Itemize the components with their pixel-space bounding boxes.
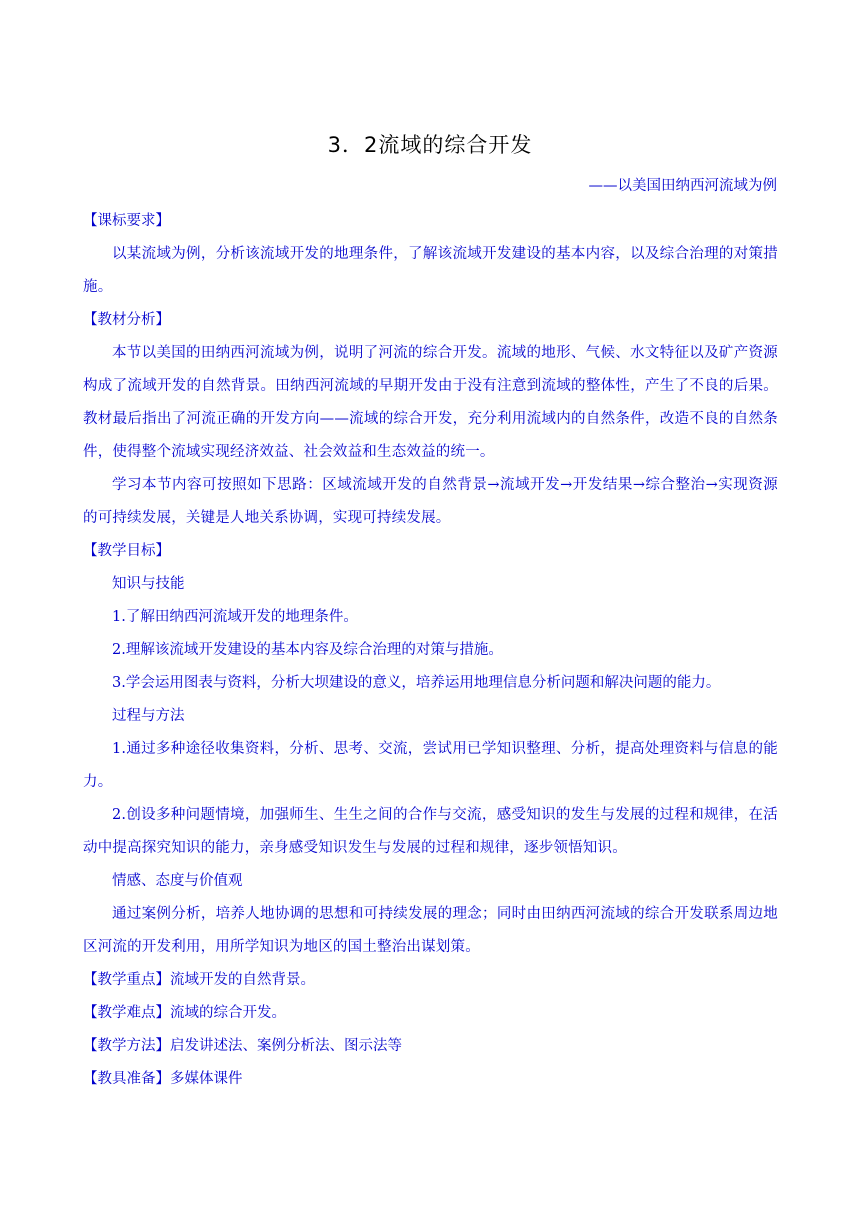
method-heading: 【教学方法】 <box>83 1038 170 1054</box>
analysis-heading: 【教材分析】 <box>83 312 170 328</box>
process-item-2: 2.创设多种问题情境，加强师生、生生之间的合作与交流，感受知识的发生与发展的过程和规律，在活动中提高探究知识的能力，亲身感受知识发生与发展的过程和规律，逐步领悟知识。 <box>83 807 778 856</box>
keypoint-text: 流域开发的自然背景。 <box>170 972 315 988</box>
page-title: 3．2流域的综合开发 <box>327 133 533 157</box>
difficulty-text: 流域的综合开发。 <box>170 1005 286 1021</box>
tools-heading: 【教具准备】 <box>83 1071 170 1087</box>
standard-text: 以某流域为例，分析该流域开发的地理条件，了解该流域开发建设的基本内容，以及综合治理的对策措施。 <box>83 246 778 295</box>
method-line <box>83 1030 778 1063</box>
difficulty-heading: 【教学难点】 <box>83 1005 170 1021</box>
page-subtitle: ——以美国田纳西河流域为例 <box>588 178 777 194</box>
knowledge-item-3: 3.学会运用图表与资料，分析大坝建设的意义，培养运用地理信息分析问题和解决问题的能力。 <box>112 675 721 691</box>
keypoint-line <box>83 964 778 997</box>
document-body <box>83 205 778 1096</box>
analysis-paragraph-2: 学习本节内容可按照如下思路：区域流域开发的自然背景→流域开发→开发结果→综合整治→实现资源的可持续发展，关键是人地关系协调，实现可持续发展。 <box>83 477 778 526</box>
process-heading: 过程与方法 <box>112 708 185 724</box>
emotion-heading: 情感、态度与价值观 <box>112 873 243 889</box>
goals-heading: 【教学目标】 <box>83 543 170 559</box>
process-item-1: 1.通过多种途径收集资料，分析、思考、交流，尝试用已学知识整理、分析，提高处理资料与信息的能力。 <box>83 741 778 790</box>
analysis-paragraph-1: 本节以美国的田纳西河流域为例，说明了河流的综合开发。流域的地形、气候、水文特征以及矿产资源构成了流域开发的自然背景。田纳西河流域的早期开发由于没有注意到流域的整体性，产生了不良的后果。教材最后指出了河流正确的开发方向——流域的综合开发，充分利用流域内的自然条件，改造不良的自然条件，使得整个流域实现经济效益、社会效益和生态效益的统一。 <box>83 345 778 460</box>
difficulty-line <box>83 997 778 1030</box>
tools-line <box>83 1063 778 1096</box>
standard-heading: 【课标要求】 <box>83 213 170 229</box>
tools-text: 多媒体课件 <box>170 1071 243 1087</box>
knowledge-heading: 知识与技能 <box>112 576 185 592</box>
keypoint-heading: 【教学重点】 <box>83 972 170 988</box>
emotion-text: 通过案例分析，培养人地协调的思想和可持续发展的理念；同时由田纳西河流域的综合开发联系周边地区河流的开发利用，用所学知识为地区的国土整治出谋划策。 <box>83 906 778 955</box>
knowledge-item-2: 2.理解该流域开发建设的基本内容及综合治理的对策与措施。 <box>112 642 503 658</box>
knowledge-item-1: 1.了解田纳西河流域开发的地理条件。 <box>112 609 358 625</box>
method-text: 启发讲述法、案例分析法、图示法等 <box>170 1038 402 1054</box>
